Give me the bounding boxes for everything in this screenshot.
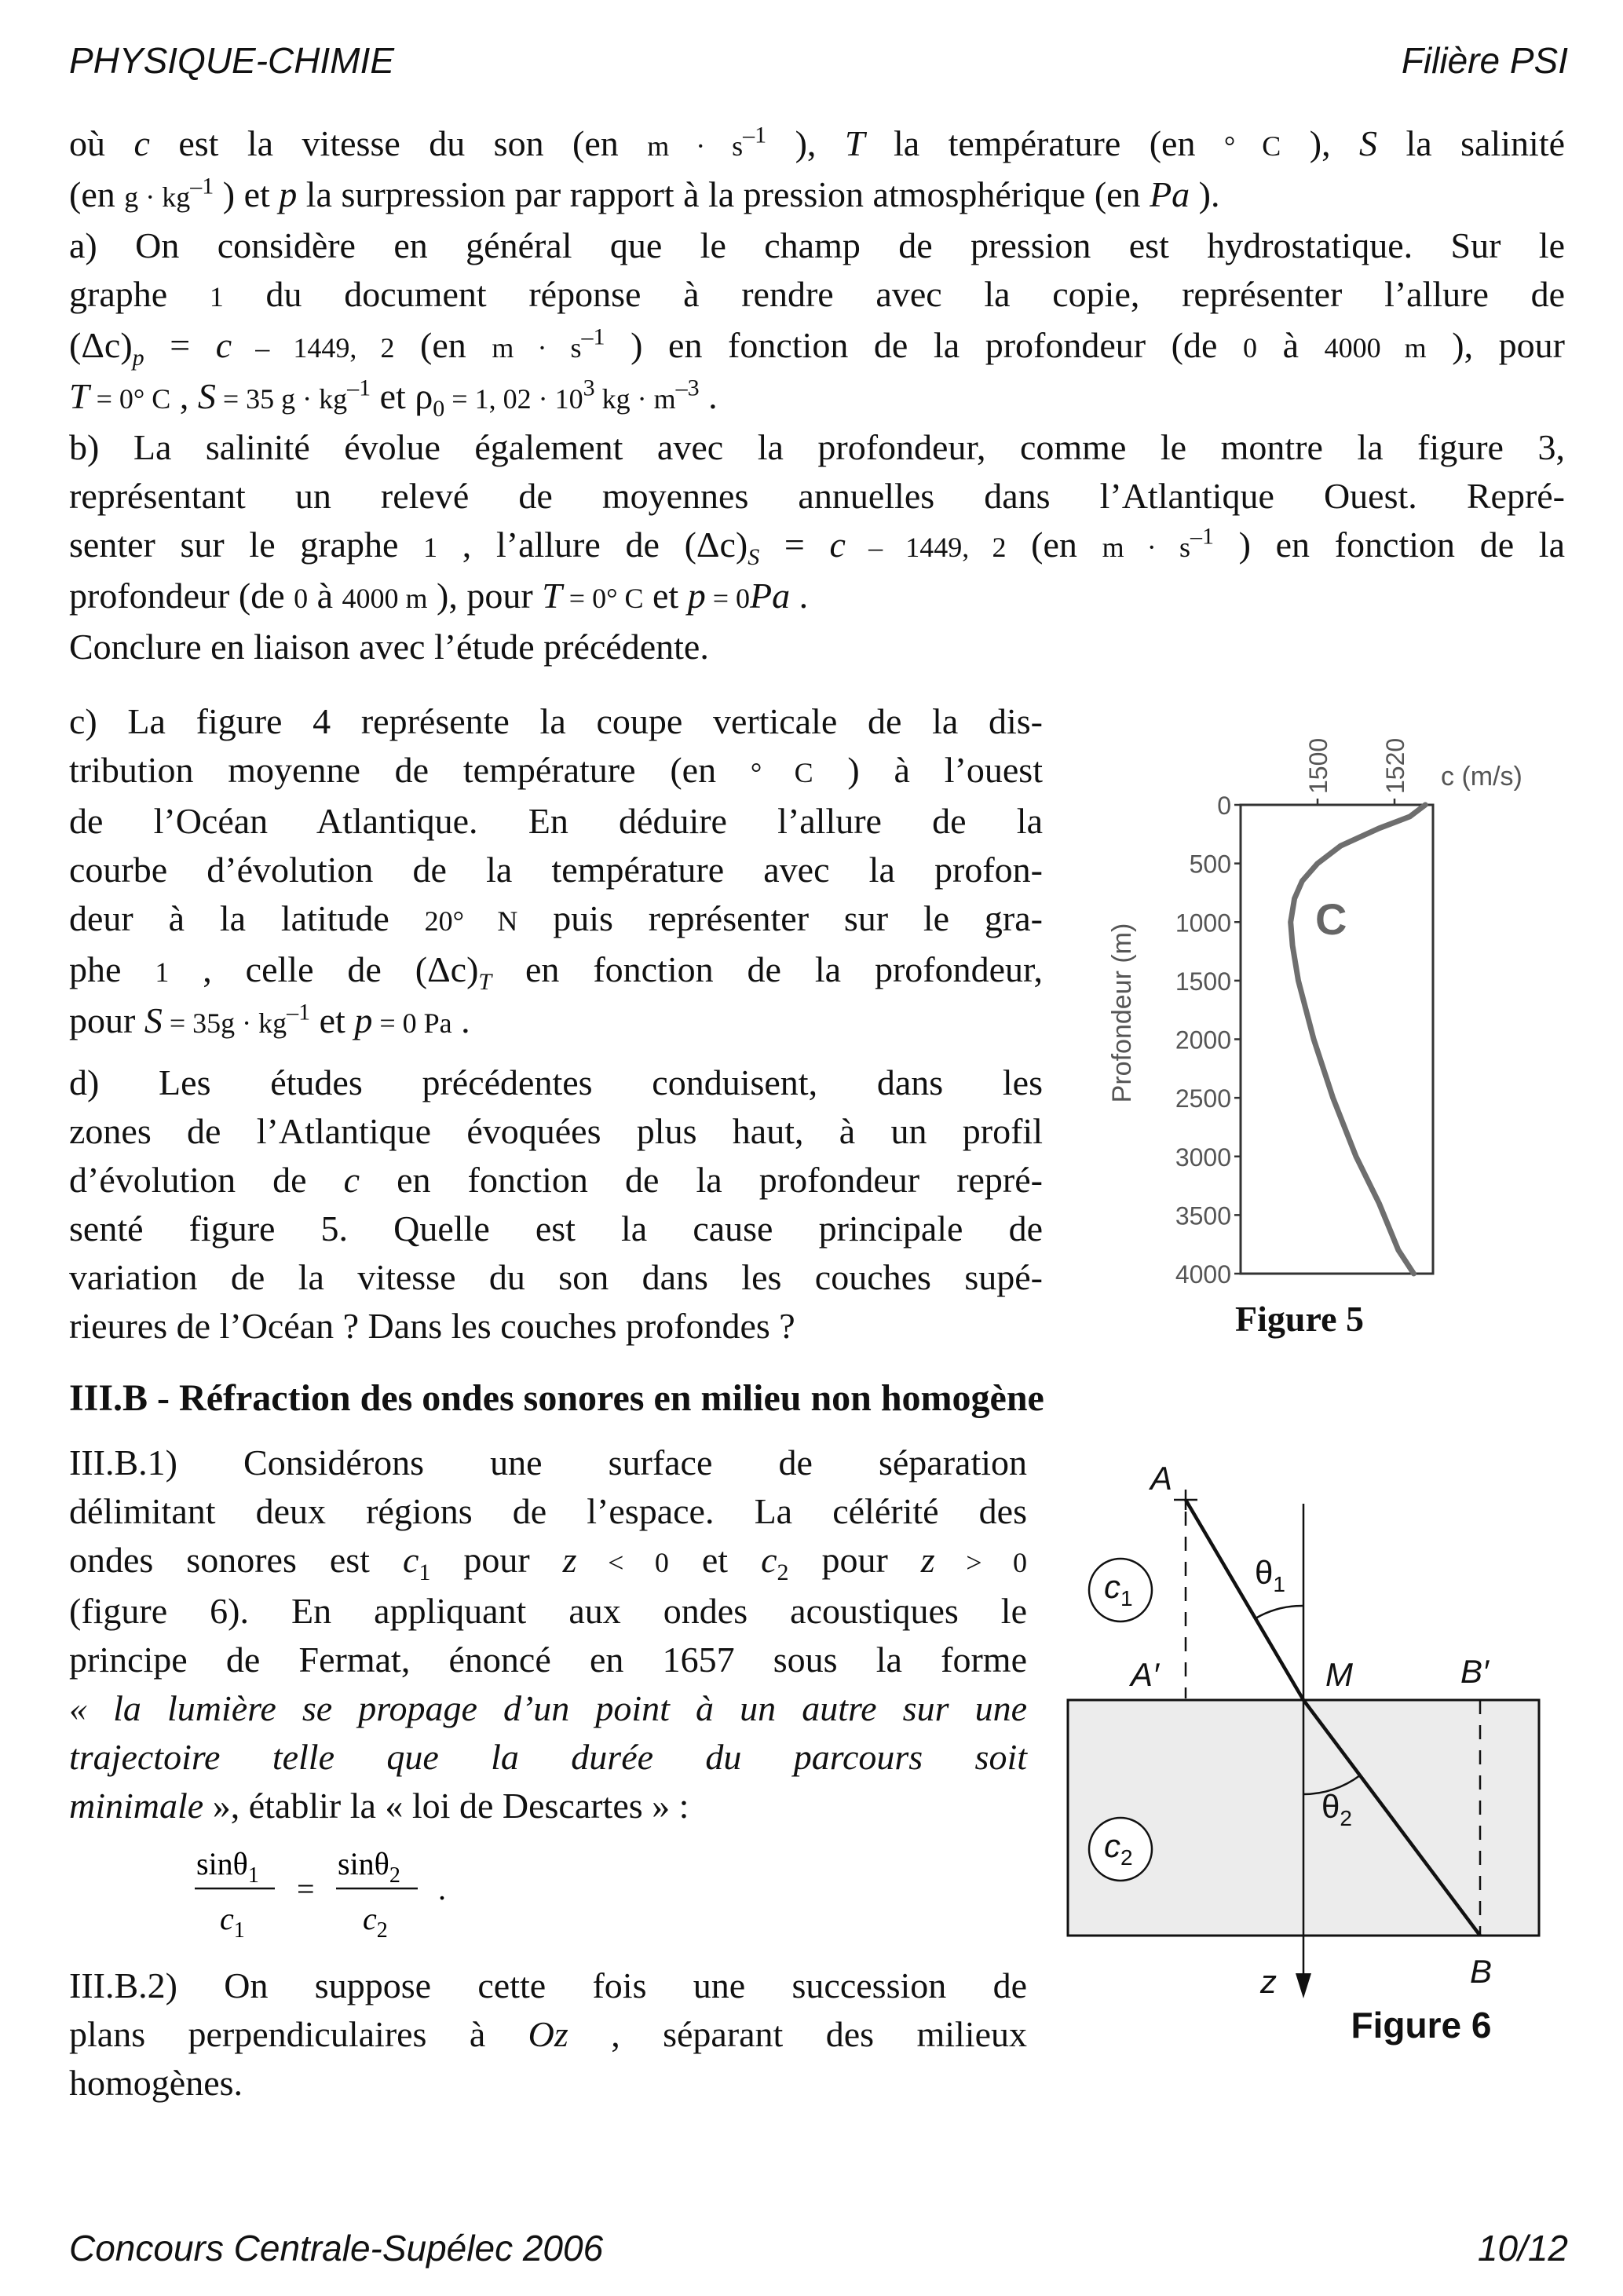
left-column-b2 bbox=[69, 1961, 1027, 2108]
y-tick-label: 500 bbox=[1189, 850, 1231, 879]
question-c-line-1: c) La figure 4 représente la coupe verticale de la dis- bbox=[69, 701, 1043, 741]
question-d-line-6: rieures de l’Océan ? Dans les couches profondes ? bbox=[69, 1306, 795, 1346]
q1-line-8: minimale », établir la « loi de Descartes » : bbox=[69, 1786, 689, 1826]
question-b-line-5: Conclure en liaison avec l’étude précédente. bbox=[69, 627, 709, 667]
q1-line-5: principe de Fermat, énoncé en 1657 sous la forme bbox=[69, 1640, 1027, 1680]
question-a-line-4: T = 0° C , S = 35 $g \cdot kg^{-1}$ et $\rho_0 = 1$, $02 \cdot 10^3$ kg · $m^{-3}$ . bbox=[69, 375, 718, 422]
label-B: B bbox=[1470, 1953, 1493, 1990]
svg-text:θ2: $\theta_2$ bbox=[1321, 1788, 1352, 1830]
question-c-line-6: phe 1 , celle de $(\Delta c)_T$ en fonction de la profondeur, bbox=[69, 949, 1044, 996]
question-c-line-7: pour $S = 35g \cdot kg^{-1}$ et p = 0 Pa . bbox=[69, 999, 470, 1040]
svg-text:c1: $c_1$ bbox=[220, 1901, 245, 1943]
intro-line-1: où c est la vitesse du son (en $m \cdot s^{-1}$ ), T la température (en ° C ), S la salinité bbox=[69, 122, 1566, 163]
q2-line-1: III.B.2) On suppose cette fois une succession de bbox=[69, 1965, 1027, 2005]
y-tick-label: 1500 bbox=[1175, 967, 1231, 996]
q1-line-6: « la lumière se propage d’un point à un autre sur une bbox=[69, 1688, 1027, 1728]
label-B-prime: B′ bbox=[1460, 1653, 1489, 1690]
label-A: A bbox=[1150, 1460, 1173, 1497]
y-tick-label: 0 bbox=[1217, 792, 1231, 820]
formula-num2: sinθ bbox=[338, 1846, 389, 1881]
question-b-line-1: b) La salinité évolue également avec la profondeur, comme le montre la figure 3, bbox=[69, 427, 1565, 467]
question-b-line-4: profondeur (de 0 à 4000 m ), pour T = 0° C et p = 0Pa . bbox=[69, 576, 809, 616]
header-left: PHYSIQUE-CHIMIE bbox=[69, 40, 395, 81]
theta1-arc bbox=[1256, 1606, 1303, 1618]
question-a-line-2: graphe 1 du document réponse à rendre avec la copie, représenter l’allure de bbox=[69, 274, 1565, 314]
label-c2: c bbox=[1104, 1827, 1120, 1864]
full-width-text bbox=[69, 119, 1565, 671]
intro-line-2: (en $g \cdot kg^{-1}$ ) et p la surpression par rapport à la pression atmosphérique (en Pa ). bbox=[69, 173, 1220, 214]
label-theta1: θ bbox=[1255, 1554, 1274, 1591]
formula-den1: c bbox=[220, 1901, 234, 1936]
svg-text:sinθ2: sinθ$_2$ bbox=[338, 1846, 400, 1888]
formula-num1: sinθ bbox=[196, 1846, 248, 1881]
q2-line-3: homogènes. bbox=[69, 2063, 243, 2103]
svg-text:θ1: $\theta_1$ bbox=[1255, 1554, 1285, 1596]
x-tick-label: 1500 bbox=[1304, 737, 1332, 794]
question-c-line-3: de l’Océan Atlantique. En déduire l’allure de la bbox=[69, 801, 1043, 841]
svg-text:sinθ1: sinθ$_1$ bbox=[196, 1846, 259, 1888]
formula-equals: = bbox=[297, 1871, 315, 1907]
question-b-line-2: représentant un relevé de moyennes annuelles dans l’Atlantique Ouest. Repré- bbox=[69, 476, 1565, 516]
label-theta2: θ bbox=[1321, 1788, 1340, 1825]
question-d-line-3: d’évolution de c en fonction de la profondeur repré- bbox=[69, 1160, 1043, 1200]
footer-right: 10/12 bbox=[1477, 2228, 1568, 2269]
label-A-prime: A′ bbox=[1131, 1656, 1159, 1693]
header-right: Filière PSI bbox=[1401, 40, 1568, 81]
question-c-line-4: courbe d’évolution de la température avec la profon- bbox=[69, 850, 1043, 890]
q1-line-1: III.B.1) Considérons une surface de séparation bbox=[69, 1442, 1027, 1483]
question-c-line-2: tribution moyenne de température (en ° C ) à l’ouest bbox=[69, 750, 1043, 790]
question-a-line-1: a) On considère en général que le champ de pression est hydrostatique. Sur le bbox=[69, 225, 1565, 265]
chart-frame bbox=[1241, 805, 1433, 1274]
z-arrow-head bbox=[1296, 1973, 1311, 1998]
series-line-C bbox=[1291, 805, 1426, 1274]
y-tick-label: 2000 bbox=[1175, 1026, 1231, 1055]
figure-6 bbox=[1052, 1449, 1586, 2061]
y-tick-label: 3000 bbox=[1175, 1143, 1231, 1172]
section-title: III.B - Réfraction des ondes sonores en milieu non homogène bbox=[69, 1377, 1044, 1419]
y-tick-label: 2500 bbox=[1175, 1084, 1231, 1113]
question-d-line-1: d) Les études précédentes conduisent, dans les bbox=[69, 1062, 1043, 1102]
descartes-formula bbox=[188, 1841, 503, 1943]
svg-text:c1: $c_1$ bbox=[1104, 1568, 1133, 1610]
label-M: M bbox=[1325, 1656, 1353, 1693]
formula-den2: c bbox=[363, 1901, 377, 1936]
ray-incident bbox=[1186, 1500, 1303, 1700]
footer-left: Concours Centrale-Supélec 2006 bbox=[69, 2228, 604, 2269]
q2-line-2: plans perpendiculaires à Oz , séparant des milieux bbox=[69, 2014, 1027, 2054]
question-a-line-3: $(\Delta c)_p = c - 1449$, 2 (en $m \cdot s^{-1}$ ) en fonction de la profondeur (de 0 à 4000 m ), pour bbox=[69, 324, 1565, 371]
question-d-line-4: senté figure 5. Quelle est la cause principale de bbox=[69, 1208, 1043, 1249]
figure-5 bbox=[1084, 707, 1555, 1351]
left-column-b1 bbox=[69, 1439, 1027, 1830]
question-b-line-3: senter sur le graphe 1 , l’allure de $(\Delta c)_S = c - 1449$, 2 (en $m \cdot s^{-1}$ ) en fonction de la bbox=[69, 523, 1565, 571]
chart-y-label: Profondeur (m) bbox=[1107, 923, 1137, 1103]
left-column-cd bbox=[69, 697, 1043, 1351]
label-c1: c bbox=[1104, 1568, 1120, 1605]
chart-x-label: c (m/s) bbox=[1441, 762, 1522, 792]
chart-annotation-C: C bbox=[1315, 894, 1347, 944]
formula-period: . bbox=[438, 1871, 446, 1907]
q1-line-3: ondes sonores est $c_1$ pour z < 0 et $c_2$ pour z > 0 bbox=[69, 1540, 1027, 1586]
label-z: z bbox=[1260, 1963, 1277, 2000]
q1-line-4: (figure 6). En appliquant aux ondes acoustiques le bbox=[69, 1591, 1027, 1631]
question-d-line-2: zones de l’Atlantique évoquées plus haut, à un profil bbox=[69, 1111, 1043, 1151]
question-d-line-5: variation de la vitesse du son dans les couches supé- bbox=[69, 1257, 1043, 1297]
svg-text:c2: $c_2$ bbox=[363, 1901, 388, 1943]
q1-line-7: trajectoire telle que la durée du parcours soit bbox=[69, 1737, 1027, 1777]
figure-5-chart bbox=[1084, 707, 1555, 1351]
svg-text:c2: $c_2$ bbox=[1104, 1827, 1133, 1870]
figure-6-caption: Figure 6 bbox=[1351, 2005, 1492, 2046]
x-tick-label: 1520 bbox=[1381, 737, 1409, 794]
q1-line-2: délimitant deux régions de l’espace. La célérité des bbox=[69, 1491, 1027, 1531]
y-tick-label: 1000 bbox=[1175, 909, 1231, 938]
y-tick-label: 3500 bbox=[1175, 1201, 1231, 1230]
figure-5-caption: Figure 5 bbox=[1235, 1299, 1364, 1339]
y-tick-label: 4000 bbox=[1175, 1260, 1231, 1289]
question-c-line-5: deur à la latitude 20° N puis représenter sur le gra- bbox=[69, 898, 1043, 938]
